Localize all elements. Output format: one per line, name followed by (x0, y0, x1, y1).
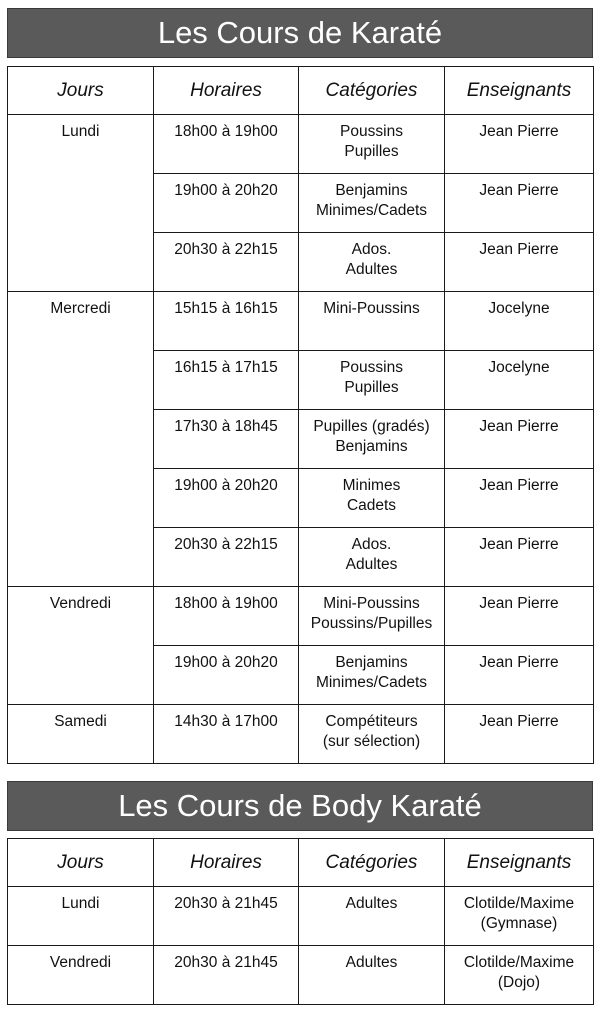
teacher-cell: Jean Pierre (445, 528, 594, 587)
time-cell: 18h00 à 19h00 (154, 587, 299, 646)
teacher-cell: Jocelyne (445, 351, 594, 410)
time-cell: 16h15 à 17h15 (154, 351, 299, 410)
category-line: Pupilles (gradés) (313, 418, 430, 435)
category-line: Poussins/Pupilles (310, 615, 433, 632)
day-cell: Mercredi (8, 292, 154, 587)
category-cell (299, 887, 445, 946)
day-cell: Samedi (8, 705, 154, 764)
teacher-cell: Jean Pierre (445, 646, 594, 705)
category-line: Mini-Poussins (323, 595, 420, 612)
category-cell (299, 646, 445, 705)
category-line: Compétiteurs (325, 713, 418, 730)
category-line: Ados. (351, 241, 392, 258)
body-karate-schedule-body (8, 887, 594, 1005)
category-cell (299, 528, 445, 587)
header-enseignants: Enseignants (445, 67, 594, 115)
table-row (8, 587, 594, 646)
karate-banner (7, 8, 593, 58)
header-jours: Jours (8, 839, 154, 887)
teacher-cell: Jean Pierre (445, 469, 594, 528)
category-line: Adultes (345, 895, 398, 912)
karate-title: Les Cours de Karaté (157, 15, 443, 50)
category-line: Ados. (351, 536, 392, 553)
category-line: Benjamins (335, 654, 408, 671)
teacher-line: (Dojo) (497, 974, 541, 991)
category-cell (299, 115, 445, 174)
table-row (8, 887, 594, 946)
time-cell: 20h30 à 22h15 (154, 233, 299, 292)
category-line: Minimes (342, 477, 401, 494)
time-cell: 19h00 à 20h20 (154, 174, 299, 233)
category-line: Mini-Poussins (323, 300, 420, 317)
teacher-cell: Jean Pierre (445, 115, 594, 174)
time-cell: 19h00 à 20h20 (154, 646, 299, 705)
body-karate-schedule-table (7, 838, 594, 1005)
category-cell (299, 469, 445, 528)
category-cell (299, 705, 445, 764)
time-cell: 15h15 à 16h15 (154, 292, 299, 351)
table-row (8, 705, 594, 764)
category-line: Poussins (340, 359, 403, 376)
teacher-cell (445, 946, 594, 1005)
category-line: Cadets (346, 497, 397, 514)
teacher-cell: Jean Pierre (445, 233, 594, 292)
teacher-cell: Jean Pierre (445, 587, 594, 646)
teacher-cell: Jean Pierre (445, 705, 594, 764)
teacher-cell: Jean Pierre (445, 174, 594, 233)
day-cell: Vendredi (8, 946, 154, 1005)
time-cell: 20h30 à 21h45 (154, 887, 299, 946)
table-header-row (8, 839, 594, 887)
category-line: Minimes/Cadets (315, 674, 428, 691)
header-categories: Catégories (299, 839, 445, 887)
day-cell: Lundi (8, 115, 154, 292)
category-cell (299, 174, 445, 233)
header-horaires: Horaires (154, 839, 299, 887)
time-cell: 17h30 à 18h45 (154, 410, 299, 469)
body-karate-banner (7, 781, 593, 831)
category-line: Adultes (345, 954, 398, 971)
category-line: Pupilles (344, 379, 399, 396)
teacher-line: Clotilde/Maxime (463, 954, 575, 971)
category-line: Benjamins (335, 438, 408, 455)
karate-schedule-body (8, 115, 594, 764)
table-header-row (8, 67, 594, 115)
teacher-cell: Jean Pierre (445, 410, 594, 469)
header-enseignants: Enseignants (445, 839, 594, 887)
category-cell (299, 587, 445, 646)
header-categories: Catégories (299, 67, 445, 115)
category-cell (299, 351, 445, 410)
teacher-line: (Gymnase) (480, 915, 558, 932)
category-line: (sur sélection) (322, 733, 421, 750)
time-cell: 18h00 à 19h00 (154, 115, 299, 174)
teacher-cell (445, 887, 594, 946)
day-cell: Vendredi (8, 587, 154, 705)
header-jours: Jours (8, 67, 154, 115)
table-row (8, 115, 594, 174)
category-line: Adultes (345, 261, 398, 278)
time-cell: 20h30 à 21h45 (154, 946, 299, 1005)
category-line: Poussins (340, 123, 403, 140)
category-line: Pupilles (344, 143, 399, 160)
table-row (8, 292, 594, 351)
category-line: Adultes (345, 556, 398, 573)
day-cell: Lundi (8, 887, 154, 946)
karate-schedule-table (7, 66, 594, 764)
time-cell: 19h00 à 20h20 (154, 469, 299, 528)
category-cell (299, 292, 445, 351)
category-cell (299, 946, 445, 1005)
body-karate-title: Les Cours de Body Karaté (118, 788, 482, 823)
time-cell: 14h30 à 17h00 (154, 705, 299, 764)
category-cell (299, 233, 445, 292)
category-line: Minimes/Cadets (315, 202, 428, 219)
category-cell (299, 410, 445, 469)
teacher-line: Clotilde/Maxime (463, 895, 575, 912)
teacher-cell: Jocelyne (445, 292, 594, 351)
header-horaires: Horaires (154, 67, 299, 115)
time-cell: 20h30 à 22h15 (154, 528, 299, 587)
category-line: Benjamins (335, 182, 408, 199)
table-row (8, 946, 594, 1005)
